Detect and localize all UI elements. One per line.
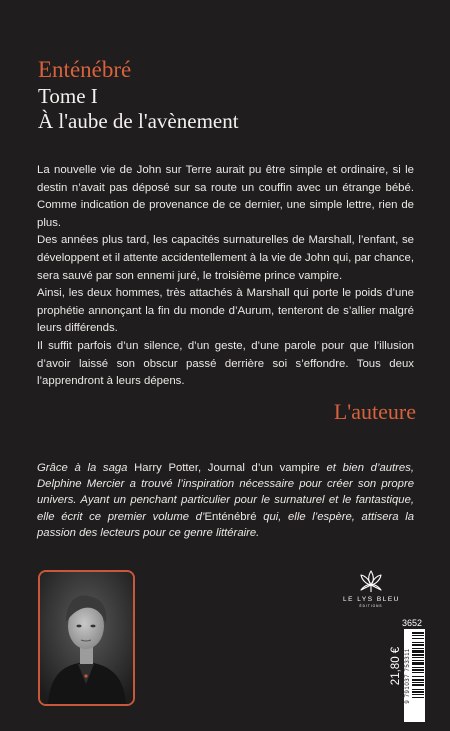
isbn-number: 9 791037 753311 bbox=[404, 647, 411, 704]
volume-number: Tome I bbox=[38, 84, 98, 108]
synopsis-paragraph: Des années plus tard, les capacités surnaturelles de Marshall, l’enfant, se développent et il attente accidentellement à la vie de John qui, par chance, sera sauvé par son ennemi juré, le troisième prince vampire. bbox=[37, 234, 414, 282]
barcode-bar bbox=[412, 660, 424, 661]
synopsis-paragraph: Ainsi, les deux hommes, très attachés à Marshall qui porte le poids d’une prophétie annonçant la fin du monde d’Aurum, tenteront de s’allier malgré leurs différends. bbox=[37, 287, 414, 335]
barcode-bar bbox=[412, 689, 424, 690]
barcode-bar bbox=[412, 648, 424, 649]
barcode-bar bbox=[412, 644, 424, 646]
barcode-bar bbox=[412, 694, 424, 695]
price-value: 21,80 € bbox=[390, 646, 402, 686]
author-heading: L'auteure bbox=[333, 399, 416, 424]
synopsis-paragraph: Il suffit parfois d’un silence, d’un geste, d’une parole pour que l’illusion d’avoir laissé son obscur passé derrière soi s’effondre. Tous deux l’apprendront à leurs dépens. bbox=[37, 339, 414, 388]
author-bio bbox=[37, 460, 414, 541]
barcode-bar bbox=[412, 669, 424, 671]
author-portrait bbox=[38, 570, 135, 706]
bio-text: qui, elle l’espère, attisera la passion des lecteurs pour ce genre littéraire. bbox=[37, 510, 414, 539]
book-subtitle: À l'aube de l'avènement bbox=[38, 109, 239, 133]
barcode-bar bbox=[412, 679, 424, 681]
synopsis-paragraph: La nouvelle vie de John sur Terre aurait pu être simple et ordinaire, si le destin n’avait pas déposé sur sa route un couffin avec un étrange bébé. Comme indication de provenance de ce dernier, une simple lettre, rien de plus. bbox=[37, 164, 414, 229]
product-code: 3652 bbox=[401, 618, 422, 628]
bio-book-title: Enténébré bbox=[204, 510, 257, 523]
isbn-number-box bbox=[404, 629, 411, 722]
barcode-bar bbox=[412, 642, 424, 643]
barcode-bar bbox=[412, 654, 424, 656]
barcode-bar bbox=[412, 632, 424, 634]
barcode-bar bbox=[412, 635, 424, 636]
barcode-bar bbox=[412, 682, 424, 683]
barcode-bar bbox=[412, 676, 424, 677]
barcode-bar bbox=[412, 667, 424, 668]
lily-logo-icon bbox=[358, 568, 384, 594]
barcode-bar bbox=[412, 657, 424, 658]
barcode-bar bbox=[412, 691, 424, 693]
publisher-logo bbox=[343, 568, 399, 609]
publisher-subtitle: ÉDITIONS bbox=[359, 604, 383, 608]
series-title: Enténébré bbox=[38, 57, 132, 82]
isbn-barcode bbox=[404, 629, 425, 722]
barcode-bar bbox=[412, 638, 424, 639]
barcode-bar bbox=[412, 684, 424, 686]
synopsis bbox=[37, 162, 414, 391]
bio-text: Grâce à la saga bbox=[37, 462, 135, 474]
bio-text: et bien d’autres, Delphine Mercier a trouvé l’inspiration nécessaire pour créer son propre univers. Ayant un penchant particulier pour le surnaturel et le fantastique, elle écrit ce premier volume d’ bbox=[37, 462, 415, 523]
barcode-bar bbox=[412, 662, 424, 665]
portrait-image bbox=[40, 572, 133, 704]
publisher-name: LE LYS BLEU bbox=[343, 596, 400, 603]
barcode-bar bbox=[412, 697, 424, 698]
barcode-bar bbox=[412, 650, 424, 653]
price-label bbox=[390, 646, 402, 686]
barcode-bar bbox=[412, 672, 424, 673]
bio-book-titles: Harry Potter, Journal d’un vampire bbox=[134, 462, 320, 474]
